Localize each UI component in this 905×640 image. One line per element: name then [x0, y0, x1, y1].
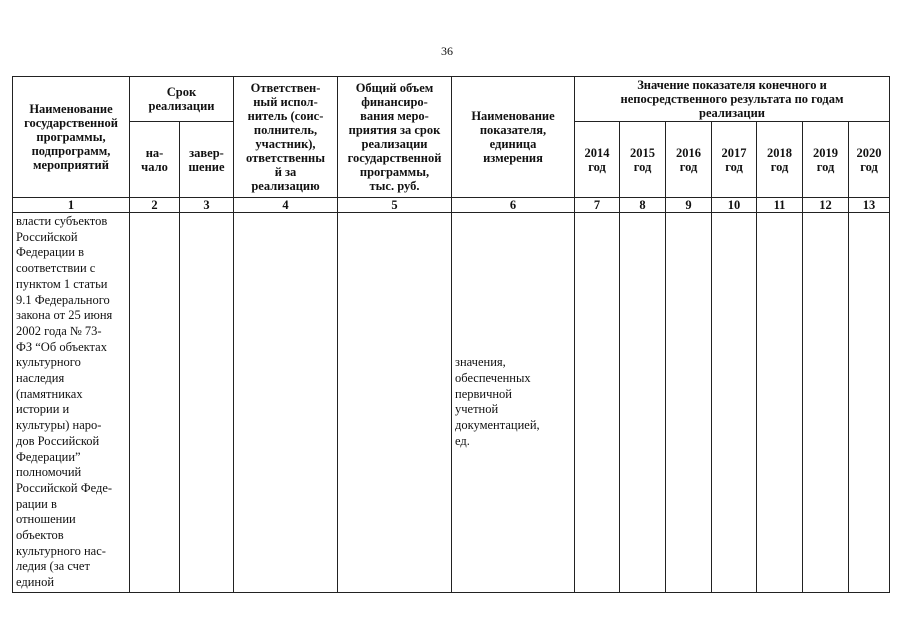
header-indicator-name: Наименование показателя, единица измерения: [452, 77, 575, 198]
column-number: 6: [452, 198, 575, 213]
header-year-2015: 2015 год: [620, 122, 666, 198]
header-implementation-period: Срок реализации: [130, 77, 234, 122]
program-table: [12, 76, 890, 593]
cell-value-2015: [620, 213, 666, 593]
column-numbers-row: [13, 198, 890, 213]
column-number: 13: [849, 198, 890, 213]
column-number: 12: [803, 198, 849, 213]
column-number: 1: [13, 198, 130, 213]
header-financing-volume: Общий объем финансиро- вания меро- приятия за срок реализации государственной программы, тыс. руб.: [338, 77, 452, 198]
cell-responsible: [234, 213, 338, 593]
column-number: 10: [712, 198, 757, 213]
column-number: 9: [666, 198, 712, 213]
cell-value-2019: [803, 213, 849, 593]
header-indicator-values: Значение показателя конечного и непосредственного результата по годам реализации: [575, 77, 890, 122]
cell-indicator-name: значения, обеспеченных первичной учетной документацией, ед.: [452, 213, 575, 593]
header-year-2020: 2020 год: [849, 122, 890, 198]
header-responsible-executor: Ответствен- ный испол- нитель (соис- полнитель, участник), ответственны й за реализацию: [234, 77, 338, 198]
cell-start: [130, 213, 180, 593]
cell-value-2020: [849, 213, 890, 593]
table-row: [13, 213, 890, 593]
page-number: 36: [441, 44, 453, 58]
cell-financing: [338, 213, 452, 593]
header-year-2016: 2016 год: [666, 122, 712, 198]
header-year-2018: 2018 год: [757, 122, 803, 198]
header-year-2019: 2019 год: [803, 122, 849, 198]
header-end: завер- шение: [180, 122, 234, 198]
cell-value-2014: [575, 213, 620, 593]
cell-value-2016: [666, 213, 712, 593]
cell-end: [180, 213, 234, 593]
header-year-2014: 2014 год: [575, 122, 620, 198]
column-number: 4: [234, 198, 338, 213]
column-number: 11: [757, 198, 803, 213]
column-number: 5: [338, 198, 452, 213]
column-number: 2: [130, 198, 180, 213]
header-year-2017: 2017 год: [712, 122, 757, 198]
column-number: 8: [620, 198, 666, 213]
column-number: 7: [575, 198, 620, 213]
header-program-name: Наименование государственной программы, подпрограмм, мероприятий: [13, 77, 130, 198]
cell-value-2017: [712, 213, 757, 593]
cell-program-name: власти субъектов Российской Федерации в соответствии с пунктом 1 статьи 9.1 Федерального закона от 25 июня 2002 года № 73- ФЗ “Об объектах культурного наследия (памятниках истории и культуры) наро- дов Российской Федерации” полномочий Российской Феде- рации в отношении объектов культурного нас- ледия (за счет единой: [13, 213, 130, 593]
header-start: на- чало: [130, 122, 180, 198]
cell-value-2018: [757, 213, 803, 593]
column-number: 3: [180, 198, 234, 213]
